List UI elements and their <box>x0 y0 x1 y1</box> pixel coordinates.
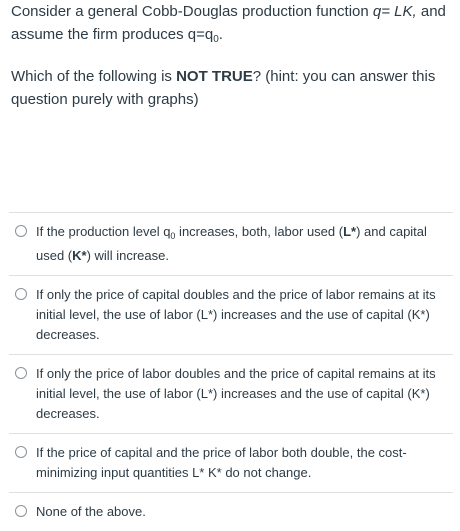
radio-button[interactable] <box>15 446 27 458</box>
answer-option-4[interactable] <box>9 433 453 492</box>
radio-button[interactable] <box>15 288 27 300</box>
answer-label: If only the price of labor doubles and the price of capital remains at its initial level, the use of labor (L*) increases and the use of capital (K*) decreases. <box>36 366 436 421</box>
question-paragraph-1 <box>11 0 451 51</box>
question-text <box>11 0 451 111</box>
answer-label <box>36 224 427 263</box>
question-assumption: and assume the firm produces q=q <box>11 3 446 43</box>
question-period: . <box>218 26 223 43</box>
capital-symbol: K* <box>72 248 87 263</box>
answer-text: ) and capital used ( <box>36 224 427 263</box>
radio-button[interactable] <box>15 367 27 379</box>
radio-button[interactable] <box>15 225 27 237</box>
radio-button[interactable] <box>15 505 27 517</box>
not-true-emphasis: NOT TRUE <box>176 68 253 85</box>
answer-list <box>9 212 453 531</box>
q-subscript: 0 <box>170 231 176 241</box>
answer-option-2[interactable] <box>9 275 453 354</box>
production-function: q= LK, <box>372 3 417 20</box>
labor-symbol: L* <box>343 224 357 239</box>
question-paragraph-2 <box>11 65 451 111</box>
question-intro: Consider a general Cobb-Douglas production function <box>11 3 373 20</box>
question-prompt: Which of the following is <box>11 68 177 85</box>
answer-option-1[interactable] <box>9 212 453 275</box>
answer-text: ) will increase. <box>86 248 169 263</box>
answer-text: increases, both, labor used ( <box>175 224 344 239</box>
answer-option-3[interactable] <box>9 354 453 433</box>
answer-label: If the price of capital and the price of labor both double, the cost-minimizing input quantities L* K* do not change. <box>36 445 407 480</box>
answer-label: If only the price of capital doubles and the price of labor remains at its initial level, the use of labor (L*) increases and the use of capital (K*) decreases. <box>36 287 436 342</box>
answer-label: None of the above. <box>36 504 146 519</box>
answer-option-5[interactable] <box>9 492 453 531</box>
question-hint: ? (hint: you can answer this question purely with graphs) <box>11 68 436 108</box>
answer-text: If the production level q <box>36 224 171 239</box>
q-subscript: 0 <box>213 34 219 45</box>
